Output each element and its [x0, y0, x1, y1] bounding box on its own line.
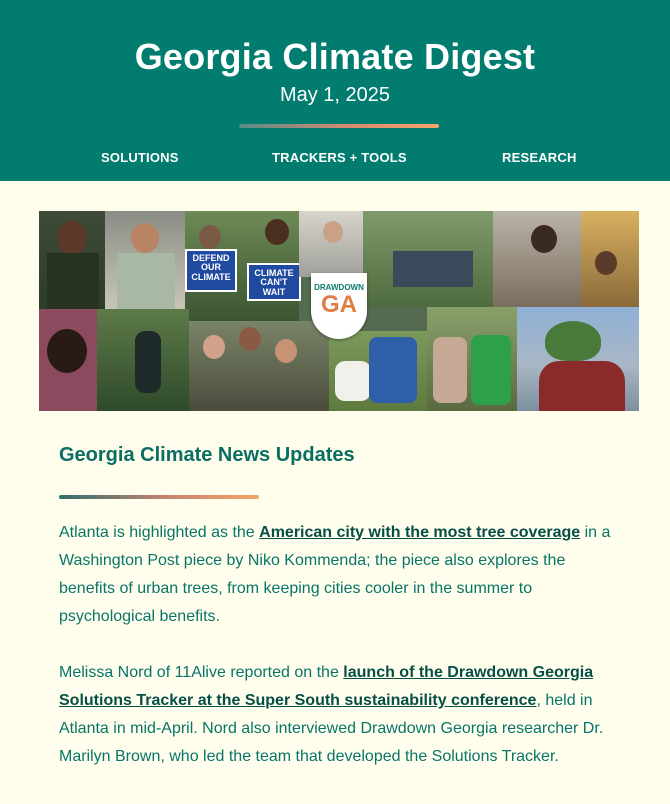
photo-tile	[493, 211, 581, 307]
cyclist-photo	[135, 331, 161, 393]
nav-solutions[interactable]: SOLUTIONS	[101, 150, 179, 165]
email-header	[0, 0, 670, 181]
issue-date: May 1, 2025	[279, 84, 391, 106]
news-section	[59, 440, 614, 771]
nav-trackers-tools[interactable]: TRACKERS + TOOLS	[272, 150, 407, 165]
section-title: Georgia Climate News Updates	[59, 444, 355, 466]
tree-coverage-link[interactable]: American city with the most tree coverage	[259, 524, 581, 541]
person-photo	[369, 337, 417, 403]
header-divider	[239, 124, 439, 128]
person-photo	[117, 253, 175, 309]
headwrap-photo	[545, 321, 601, 361]
banner-photo-collage[interactable]	[39, 211, 639, 411]
protest-sign: CLIMATE CAN'T WAIT	[247, 263, 301, 301]
person-photo	[595, 251, 617, 275]
person-photo	[203, 335, 225, 359]
crowd-photo	[393, 251, 473, 287]
person-photo	[199, 225, 221, 249]
person-photo	[433, 337, 467, 403]
person-photo	[57, 221, 87, 255]
newsletter-title: Georgia Climate Digest	[134, 36, 536, 77]
goat-photo	[335, 361, 371, 401]
news-paragraph: Melissa Nord of 11Alive reported on the launch of the Drawdown Georgia Solutions Tracker at the Super South sustainability conference, held in Atlanta in mid-April. Nord also interviewed Drawdown Georgia researcher Dr. Marilyn Brown, who led the team that developed the Solutions Tracker.	[59, 664, 604, 765]
drawdown-ga-logo: DRAWDOWN GA	[311, 273, 367, 339]
person-photo	[471, 335, 511, 405]
top-nav	[0, 150, 670, 168]
person-photo	[323, 221, 343, 243]
person-photo	[239, 327, 261, 351]
person-photo	[539, 361, 625, 411]
person-photo	[531, 225, 557, 253]
person-photo	[47, 253, 99, 309]
solutions-tracker-link[interactable]: launch of the Drawdown Georgia Solutions Tracker at the Super South sustainability conference	[59, 664, 594, 709]
nav-research[interactable]: RESEARCH	[502, 150, 577, 165]
person-photo	[265, 219, 289, 245]
person-photo	[47, 329, 87, 373]
section-divider	[59, 495, 259, 499]
person-photo	[275, 339, 297, 363]
news-paragraph: Atlanta is highlighted as the American city with the most tree coverage in a Washington Post piece by Niko Kommenda; the piece also explores the benefits of urban trees, from keeping cities cooler in the summer to psychological benefits.	[59, 524, 611, 625]
protest-sign: DEFEND OUR CLIMATE	[185, 249, 237, 292]
person-photo	[131, 223, 159, 253]
